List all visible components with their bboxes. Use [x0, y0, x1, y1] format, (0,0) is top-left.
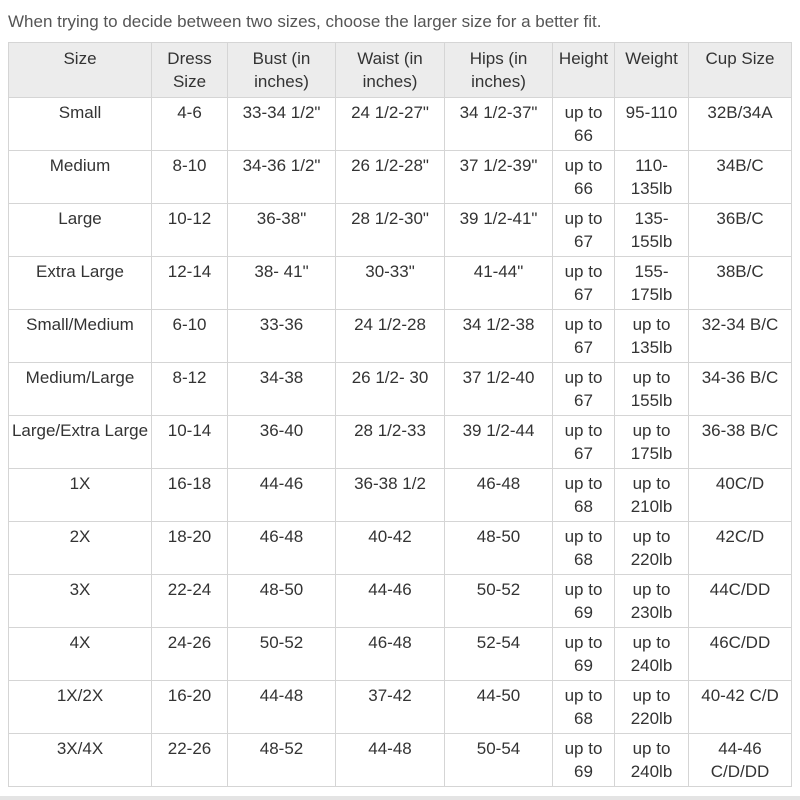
column-header-size: Size	[9, 43, 152, 98]
cell-bust: 33-34 1/2"	[228, 98, 336, 151]
cell-dress-size: 16-18	[152, 469, 228, 522]
table-row	[9, 575, 792, 628]
cell-size: Medium/Large	[9, 363, 152, 416]
cell-cup-size: 36-38 B/C	[689, 416, 792, 469]
cell-dress-size: 22-24	[152, 575, 228, 628]
cell-dress-size: 8-10	[152, 151, 228, 204]
cell-hips: 37 1/2-40	[445, 363, 553, 416]
cell-size: 4X	[9, 628, 152, 681]
table-row	[9, 363, 792, 416]
cell-hips: 34 1/2-37"	[445, 98, 553, 151]
cell-waist: 44-46	[336, 575, 445, 628]
table-row	[9, 469, 792, 522]
cell-bust: 46-48	[228, 522, 336, 575]
cell-bust: 44-48	[228, 681, 336, 734]
cell-hips: 44-50	[445, 681, 553, 734]
cell-size: 2X	[9, 522, 152, 575]
cell-height: up to 67	[553, 363, 615, 416]
size-advice-text: When trying to decide between two sizes, choose the larger size for a better fit.	[8, 12, 602, 31]
cell-weight: up to 220lb	[615, 522, 689, 575]
cell-waist: 37-42	[336, 681, 445, 734]
table-row	[9, 522, 792, 575]
cell-weight: 155-175lb	[615, 257, 689, 310]
cell-hips: 41-44"	[445, 257, 553, 310]
cell-height: up to 69	[553, 628, 615, 681]
cell-weight: 95-110	[615, 98, 689, 151]
cell-size: Extra Large	[9, 257, 152, 310]
column-header-bust: Bust (in inches)	[228, 43, 336, 98]
cell-weight: 135-155lb	[615, 204, 689, 257]
cell-waist: 36-38 1/2	[336, 469, 445, 522]
cell-dress-size: 10-12	[152, 204, 228, 257]
cell-bust: 36-38"	[228, 204, 336, 257]
table-row	[9, 628, 792, 681]
cell-weight: up to 220lb	[615, 681, 689, 734]
cell-size: Large/Extra Large	[9, 416, 152, 469]
cell-waist: 28 1/2-30"	[336, 204, 445, 257]
cell-dress-size: 8-12	[152, 363, 228, 416]
cell-hips: 48-50	[445, 522, 553, 575]
cell-waist: 40-42	[336, 522, 445, 575]
cell-size: 3X	[9, 575, 152, 628]
cell-bust: 38- 41"	[228, 257, 336, 310]
cell-bust: 48-52	[228, 734, 336, 787]
cell-waist: 26 1/2- 30	[336, 363, 445, 416]
cell-height: up to 69	[553, 734, 615, 787]
cell-weight: up to 175lb	[615, 416, 689, 469]
cell-waist: 30-33"	[336, 257, 445, 310]
cell-cup-size: 42C/D	[689, 522, 792, 575]
cell-cup-size: 36B/C	[689, 204, 792, 257]
cell-hips: 50-54	[445, 734, 553, 787]
cell-size: Small	[9, 98, 152, 151]
cell-height: up to 68	[553, 681, 615, 734]
cell-weight: up to 230lb	[615, 575, 689, 628]
cell-hips: 39 1/2-41"	[445, 204, 553, 257]
cell-weight: 110-135lb	[615, 151, 689, 204]
cell-dress-size: 6-10	[152, 310, 228, 363]
cell-height: up to 68	[553, 469, 615, 522]
cell-hips: 46-48	[445, 469, 553, 522]
cell-height: up to 67	[553, 257, 615, 310]
cell-bust: 34-36 1/2"	[228, 151, 336, 204]
table-row	[9, 310, 792, 363]
cell-cup-size: 46C/DD	[689, 628, 792, 681]
cell-weight: up to 240lb	[615, 734, 689, 787]
cell-size: Large	[9, 204, 152, 257]
cell-size: 1X/2X	[9, 681, 152, 734]
cell-weight: up to 240lb	[615, 628, 689, 681]
cell-weight: up to 155lb	[615, 363, 689, 416]
table-row	[9, 151, 792, 204]
cell-hips: 34 1/2-38	[445, 310, 553, 363]
cell-hips: 37 1/2-39"	[445, 151, 553, 204]
size-chart-table	[8, 42, 792, 787]
cell-height: up to 66	[553, 151, 615, 204]
cell-height: up to 66	[553, 98, 615, 151]
cell-hips: 39 1/2-44	[445, 416, 553, 469]
cell-cup-size: 32B/34A	[689, 98, 792, 151]
cell-dress-size: 4-6	[152, 98, 228, 151]
table-row	[9, 734, 792, 787]
header-row	[9, 43, 792, 98]
cell-waist: 24 1/2-27"	[336, 98, 445, 151]
cell-size: 1X	[9, 469, 152, 522]
cell-size: Small/Medium	[9, 310, 152, 363]
cell-size: Medium	[9, 151, 152, 204]
cell-waist: 46-48	[336, 628, 445, 681]
column-header-hips: Hips (in inches)	[445, 43, 553, 98]
cell-dress-size: 18-20	[152, 522, 228, 575]
cell-weight: up to 210lb	[615, 469, 689, 522]
cell-dress-size: 22-26	[152, 734, 228, 787]
column-header-height: Height	[553, 43, 615, 98]
cell-cup-size: 34B/C	[689, 151, 792, 204]
cell-bust: 48-50	[228, 575, 336, 628]
column-header-dress-size: Dress Size	[152, 43, 228, 98]
table-row	[9, 681, 792, 734]
cell-weight: up to 135lb	[615, 310, 689, 363]
table-row	[9, 257, 792, 310]
column-header-weight: Weight	[615, 43, 689, 98]
cell-cup-size: 40-42 C/D	[689, 681, 792, 734]
cell-hips: 52-54	[445, 628, 553, 681]
cell-bust: 33-36	[228, 310, 336, 363]
cell-dress-size: 24-26	[152, 628, 228, 681]
column-header-waist: Waist (in inches)	[336, 43, 445, 98]
cell-bust: 36-40	[228, 416, 336, 469]
cell-height: up to 67	[553, 416, 615, 469]
cell-bust: 34-38	[228, 363, 336, 416]
cell-waist: 44-48	[336, 734, 445, 787]
cell-dress-size: 16-20	[152, 681, 228, 734]
table-row	[9, 204, 792, 257]
bottom-divider	[0, 796, 800, 800]
cell-waist: 28 1/2-33	[336, 416, 445, 469]
cell-cup-size: 32-34 B/C	[689, 310, 792, 363]
cell-cup-size: 40C/D	[689, 469, 792, 522]
cell-waist: 24 1/2-28	[336, 310, 445, 363]
table-row	[9, 98, 792, 151]
cell-cup-size: 38B/C	[689, 257, 792, 310]
cell-waist: 26 1/2-28"	[336, 151, 445, 204]
cell-dress-size: 10-14	[152, 416, 228, 469]
table-row	[9, 416, 792, 469]
cell-bust: 44-46	[228, 469, 336, 522]
cell-cup-size: 44C/DD	[689, 575, 792, 628]
cell-height: up to 67	[553, 204, 615, 257]
cell-cup-size: 34-36 B/C	[689, 363, 792, 416]
cell-height: up to 69	[553, 575, 615, 628]
cell-dress-size: 12-14	[152, 257, 228, 310]
cell-bust: 50-52	[228, 628, 336, 681]
cell-hips: 50-52	[445, 575, 553, 628]
cell-cup-size: 44-46 C/D/DD	[689, 734, 792, 787]
cell-height: up to 67	[553, 310, 615, 363]
column-header-cup-size: Cup Size	[689, 43, 792, 98]
cell-size: 3X/4X	[9, 734, 152, 787]
cell-height: up to 68	[553, 522, 615, 575]
